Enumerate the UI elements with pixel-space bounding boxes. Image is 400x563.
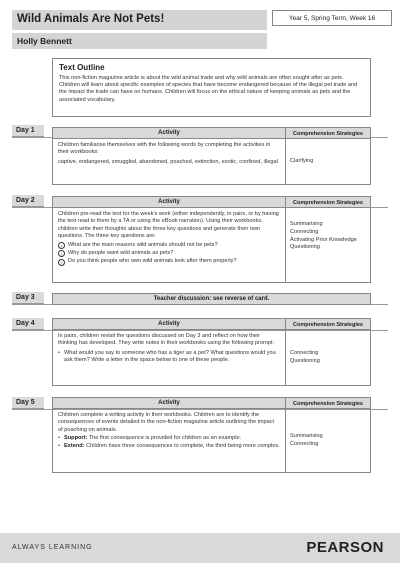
brand-logo: PEARSON [306, 539, 384, 556]
day-2-body [52, 208, 371, 283]
day-5-support [58, 435, 280, 442]
strategy-item: Activating Prior Knowledge [290, 236, 357, 243]
day-1-word-list: captive, endangered, smuggled, abandoned, poached, extinction, exotic, confined, illegal [58, 158, 278, 165]
day-1-activity-intro: Children familiarise themselves with the following words by completing the activities in their workbooks: [58, 142, 271, 156]
day-4-header [52, 318, 371, 330]
day-1-header [52, 127, 371, 139]
strategy-item: Summarising [290, 432, 323, 439]
key-question-text: What are the main reasons wild animals should not be pets? [68, 241, 218, 248]
day-2-activity [52, 208, 286, 283]
key-question-text: Do you think people who own wild animals look after them properly? [68, 258, 237, 265]
day-3-label: Day 3 [12, 292, 44, 304]
outline-heading: Text Outline [59, 63, 105, 72]
day-2-label: Day 2 [12, 195, 44, 207]
extend-text: Children have three consequences to complete, the third being more complex. [86, 442, 280, 449]
strategy-item: Questioning [290, 357, 320, 364]
strategies-column-header: Comprehension Strategies [286, 196, 371, 208]
key-question-2 [58, 250, 280, 257]
strategy-item: Clarifying [290, 157, 314, 164]
footer-tagline: ALWAYS LEARNING [12, 544, 93, 551]
day-4-body [52, 330, 371, 386]
author-name: Holly Bennett [12, 33, 267, 49]
page-title: Wild Animals Are Not Pets! [12, 10, 267, 30]
day-5-strategies [286, 409, 371, 473]
day-4-prompt: • What would you say to someone who has a tiger as a pet? What questions would you ask them? Write a letter in the space below to one of these people. [58, 350, 280, 365]
strategy-item: Connecting [290, 349, 319, 356]
strategy-item: Summarising [290, 221, 323, 227]
strategy-item: Questioning [290, 244, 320, 251]
outline-body: This non-fiction magazine article is about the wild animal trade and why wild animals are often sought after as pets. Children will learn about specific examples of species that have become endangered because of the illegal pet trade and the impact the trade can have on humans. Children will focus on the ethical nature of keeping animals as pets and the associated vocabulary. [59, 75, 358, 103]
day-2-strategies [286, 208, 371, 283]
support-label: Support: [64, 435, 88, 442]
extend-label: Extend: [64, 442, 85, 449]
magnifier-icon: • [58, 250, 65, 257]
strategy-item: Connecting [290, 228, 319, 235]
day-3-note: Teacher discussion: see reverse of card. [52, 293, 371, 305]
day-2-header [52, 196, 371, 208]
day-5-extend [58, 443, 280, 450]
footer [0, 533, 400, 563]
question-icon: ? [58, 259, 65, 266]
day-1-activity [52, 139, 286, 185]
day-4-activity-intro: In pairs, children revisit the questions discussed on Day 3 and reflect on how their thinking has developed. They write notes in their workbooks using the following prompt: [58, 333, 274, 347]
day-5-activity-intro: Children complete a writing activity in their workbooks. Children are to identify the consequences of events detailed in the non-fiction magazine article outlining the impact of poaching on animals. [58, 412, 275, 433]
strategy-item: Connecting [290, 440, 319, 447]
day-1-label: Day 1 [12, 125, 44, 137]
speech-icon: • [58, 242, 65, 249]
day-5-header [52, 397, 371, 409]
day-5-body [52, 409, 371, 473]
text-outline [52, 58, 371, 117]
day-5-activity [52, 409, 286, 473]
activity-column-header: Activity [52, 397, 286, 409]
day-5-label: Day 5 [12, 397, 44, 409]
day-2-activity-intro: Children pre-read the text for the week's work (either independently, in pairs, or by having the text read to them by a TA or using the eBook narration). Using their workbooks, children write their thoughts about the three key questions and generate their own questions. The three key questions are: [58, 211, 279, 240]
strategies-column-header: Comprehension Strategies [286, 397, 371, 409]
term-label: Year 5, Spring Term, Week 16 [272, 10, 392, 26]
activity-column-header: Activity [52, 196, 286, 208]
strategies-column-header: Comprehension Strategies [286, 127, 371, 139]
day-4-label: Day 4 [12, 318, 44, 330]
activity-column-header: Activity [52, 318, 286, 330]
header [12, 8, 392, 48]
activity-column-header: Activity [52, 127, 286, 139]
key-question-3 [58, 258, 280, 265]
key-question-1 [58, 242, 280, 249]
support-text: The first consequence is provided for children as an example. [88, 435, 242, 442]
day-4-strategies [286, 330, 371, 386]
day-1-body [52, 139, 371, 185]
strategies-column-header: Comprehension Strategies [286, 318, 371, 330]
day-1-strategies [286, 139, 371, 185]
day-4-activity [52, 330, 286, 386]
key-question-text: Why do people want wild animals as pets? [68, 250, 174, 257]
